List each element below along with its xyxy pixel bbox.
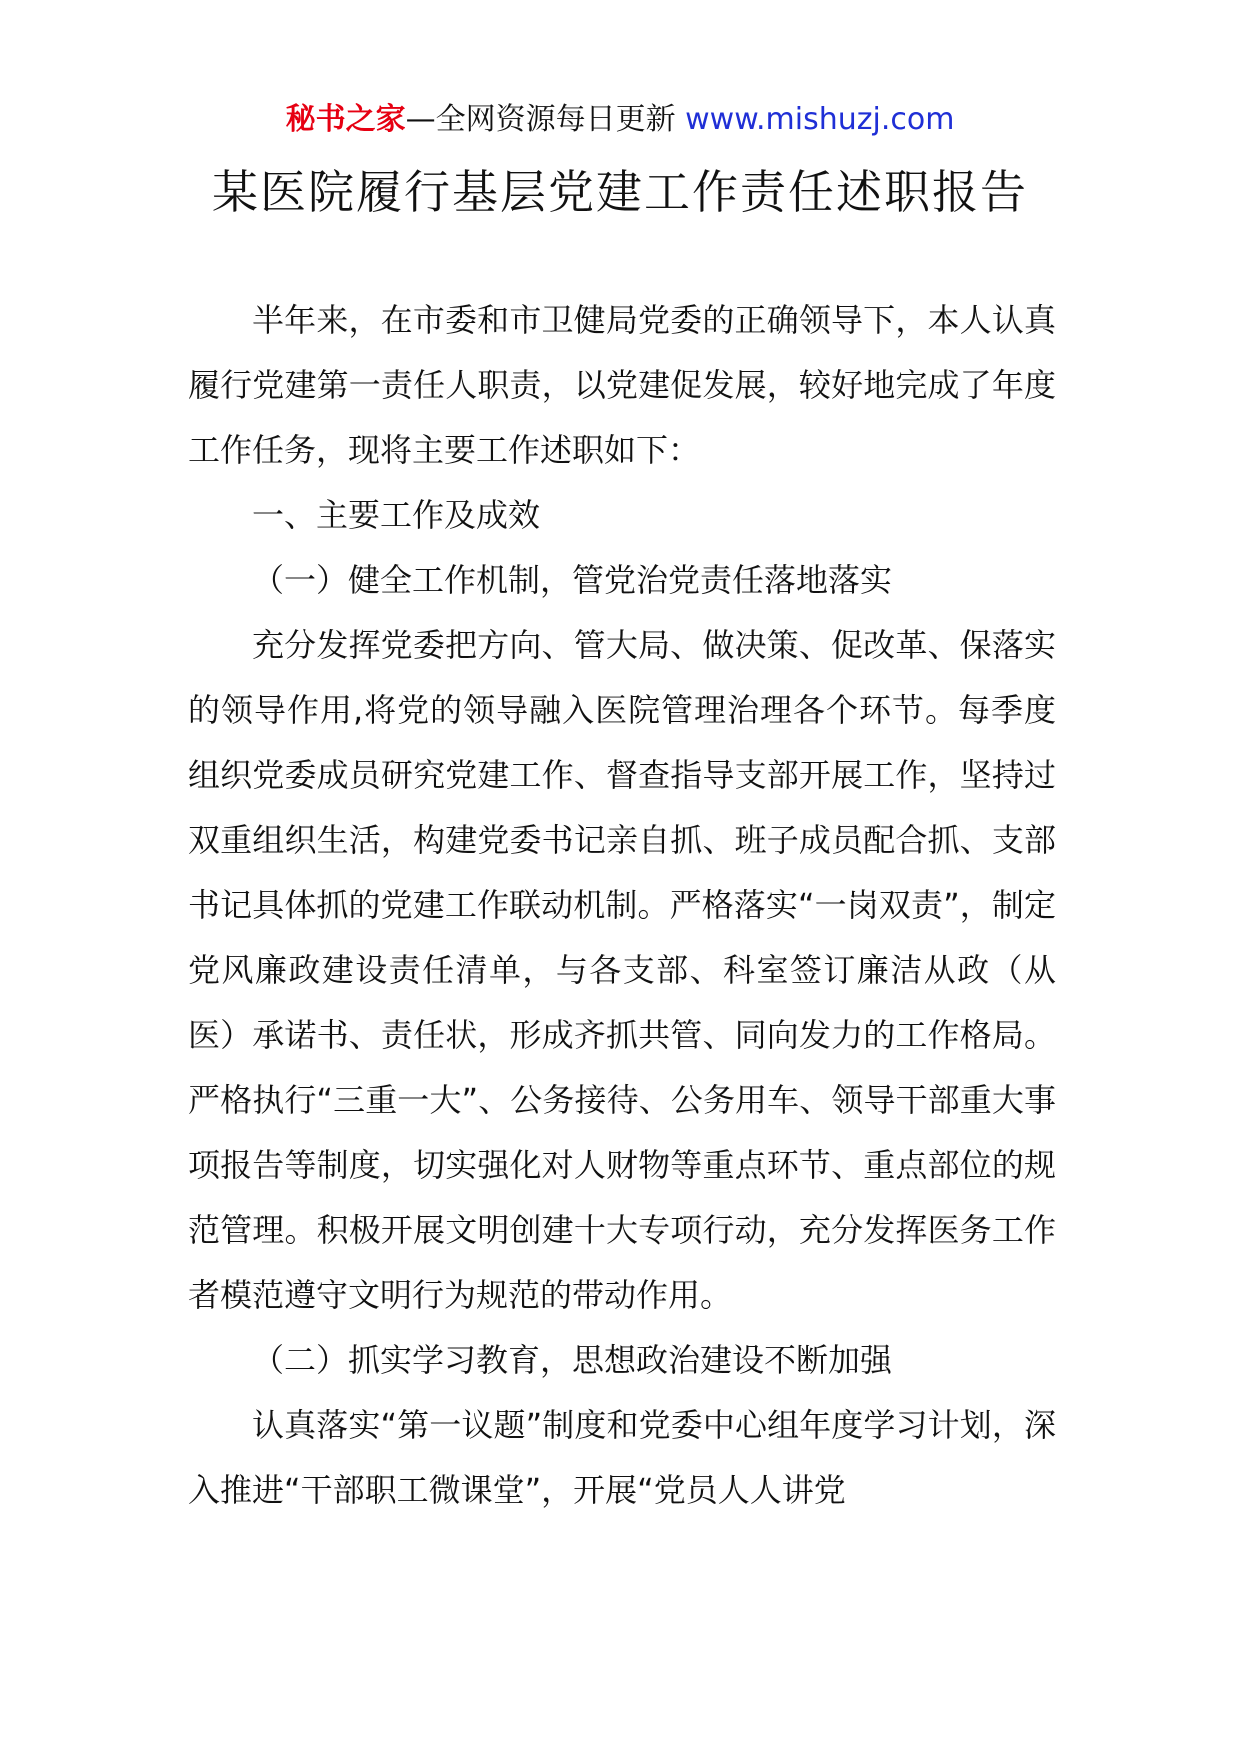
watermark-banner (0, 100, 1240, 140)
paragraph-study: 认真落实“第一议题”制度和党委中心组年度学习计划，深入推进“干部职工微课堂”，开展“党员人人讲党 (188, 1406, 1056, 1509)
watermark-brand: 秘书之家 (285, 102, 406, 137)
section-heading-1: 一、主要工作及成效 (252, 496, 541, 534)
document-body (188, 288, 1056, 1523)
watermark-url: www.mishuzj.com (685, 102, 955, 137)
watermark-slogan: —全网资源每日更新 (405, 102, 686, 137)
subsection-heading-1: （一）健全工作机制，管党治党责任落地落实 (252, 561, 893, 599)
document-title: 某医院履行基层党建工作责任述职报告 (212, 165, 1028, 219)
subsection-heading-2: （二）抓实学习教育，思想政治建设不断加强 (252, 1341, 893, 1379)
paragraph-mechanism: 充分发挥党委把方向、管大局、做决策、促改革、保落实的领导作用,将党的领导融入医院管理治理各个环节。每季度组织党委成员研究党建工作、督查指导支部开展工作，坚持过双重组织生活，构建党委书记亲自抓、班子成员配合抓、支部书记具体抓的党建工作联动机制。严格落实“一岗双责”，制定党风廉政建设责任清单，与各支部、科室签订廉洁从政（从医）承诺书、责任状，形成齐抓共管、同向发力的工作格局。严格执行“三重一大”、公务接待、公务用车、领导干部重大事项报告等制度，切实强化对人财物等重点环节、重点部位的规范管理。积极开展文明创建十大专项行动，充分发挥医务工作者模范遵守文明行为规范的带动作用。 (188, 626, 1056, 1314)
paragraph-intro: 半年来，在市委和市卫健局党委的正确领导下，本人认真履行党建第一责任人职责，以党建促发展，较好地完成了年度工作任务，现将主要工作述职如下： (188, 301, 1056, 469)
